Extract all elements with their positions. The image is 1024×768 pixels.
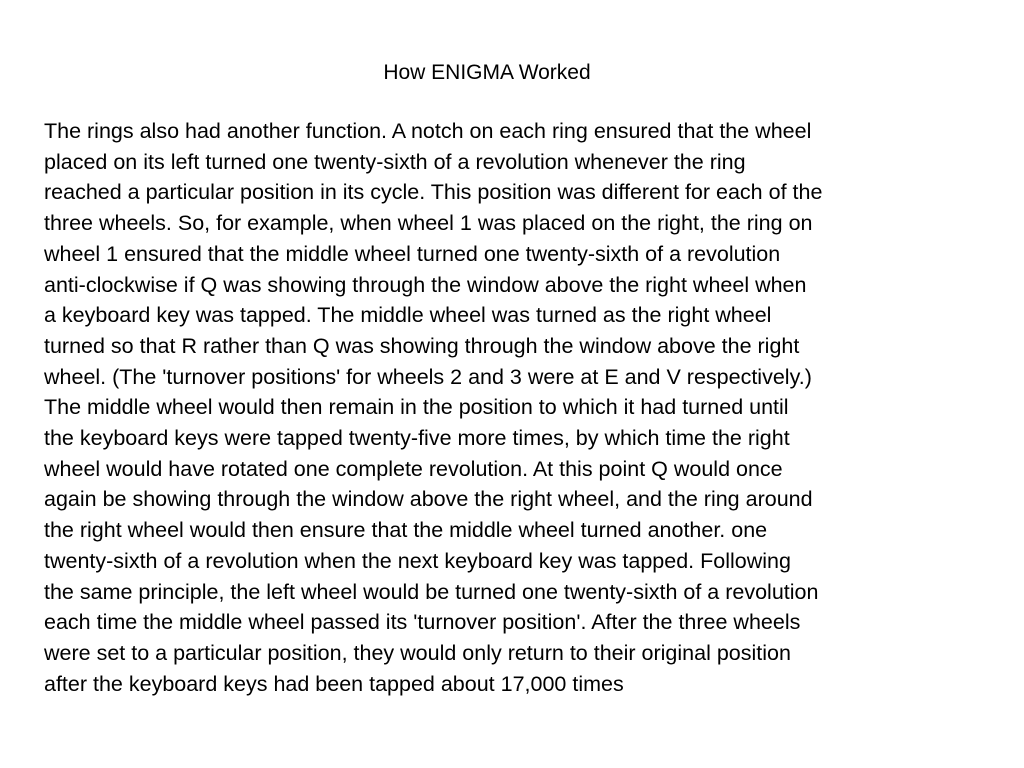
body-line: twenty-sixth of a revolution when the next keyboard key was tapped. Following [44, 548, 791, 573]
slide-title: How ENIGMA Worked [383, 61, 591, 84]
body-line: anti-clockwise if Q was showing through the window above the right wheel when [44, 272, 807, 297]
body-line: were set to a particular position, they would only return to their original position [44, 640, 791, 665]
body-line: after the keyboard keys had been tapped about 17,000 times [44, 671, 624, 696]
body-line: wheel. (The 'turnover positions' for wheels 2 and 3 were at E and V respectively.) [44, 364, 812, 389]
body-line: a keyboard key was tapped. The middle wheel was turned as the right wheel [44, 303, 772, 328]
body-line: the right wheel would then ensure that the middle wheel turned another. one [44, 518, 768, 543]
body-line: the keyboard keys were tapped twenty-five more times, by which time the right [44, 426, 790, 451]
body-line: each time the middle wheel passed its 'turnover position'. After the three wheels [44, 610, 801, 635]
body-paragraph [44, 116, 984, 699]
body-line: the same principle, the left wheel would be turned one twenty-sixth of a revolution [44, 579, 819, 604]
body-line: wheel 1 ensured that the middle wheel turned one twenty-sixth of a revolution [44, 241, 781, 266]
body-line: again be showing through the window above the right wheel, and the ring around [44, 487, 813, 512]
body-line: turned so that R rather than Q was showing through the window above the right [44, 333, 800, 358]
body-line: The rings also had another function. A notch on each ring ensured that the wheel [44, 119, 812, 143]
body-line: reached a particular position in its cycle. This position was different for each of the [44, 180, 823, 205]
body-line: placed on its left turned one twenty-sixth of a revolution whenever the ring [44, 149, 746, 174]
body-line: three wheels. So, for example, when wheel 1 was placed on the right, the ring on [44, 211, 813, 236]
body-line: The middle wheel would then remain in the position to which it had turned until [44, 395, 789, 420]
body-line: wheel would have rotated one complete revolution. At this point Q would once [44, 456, 783, 481]
